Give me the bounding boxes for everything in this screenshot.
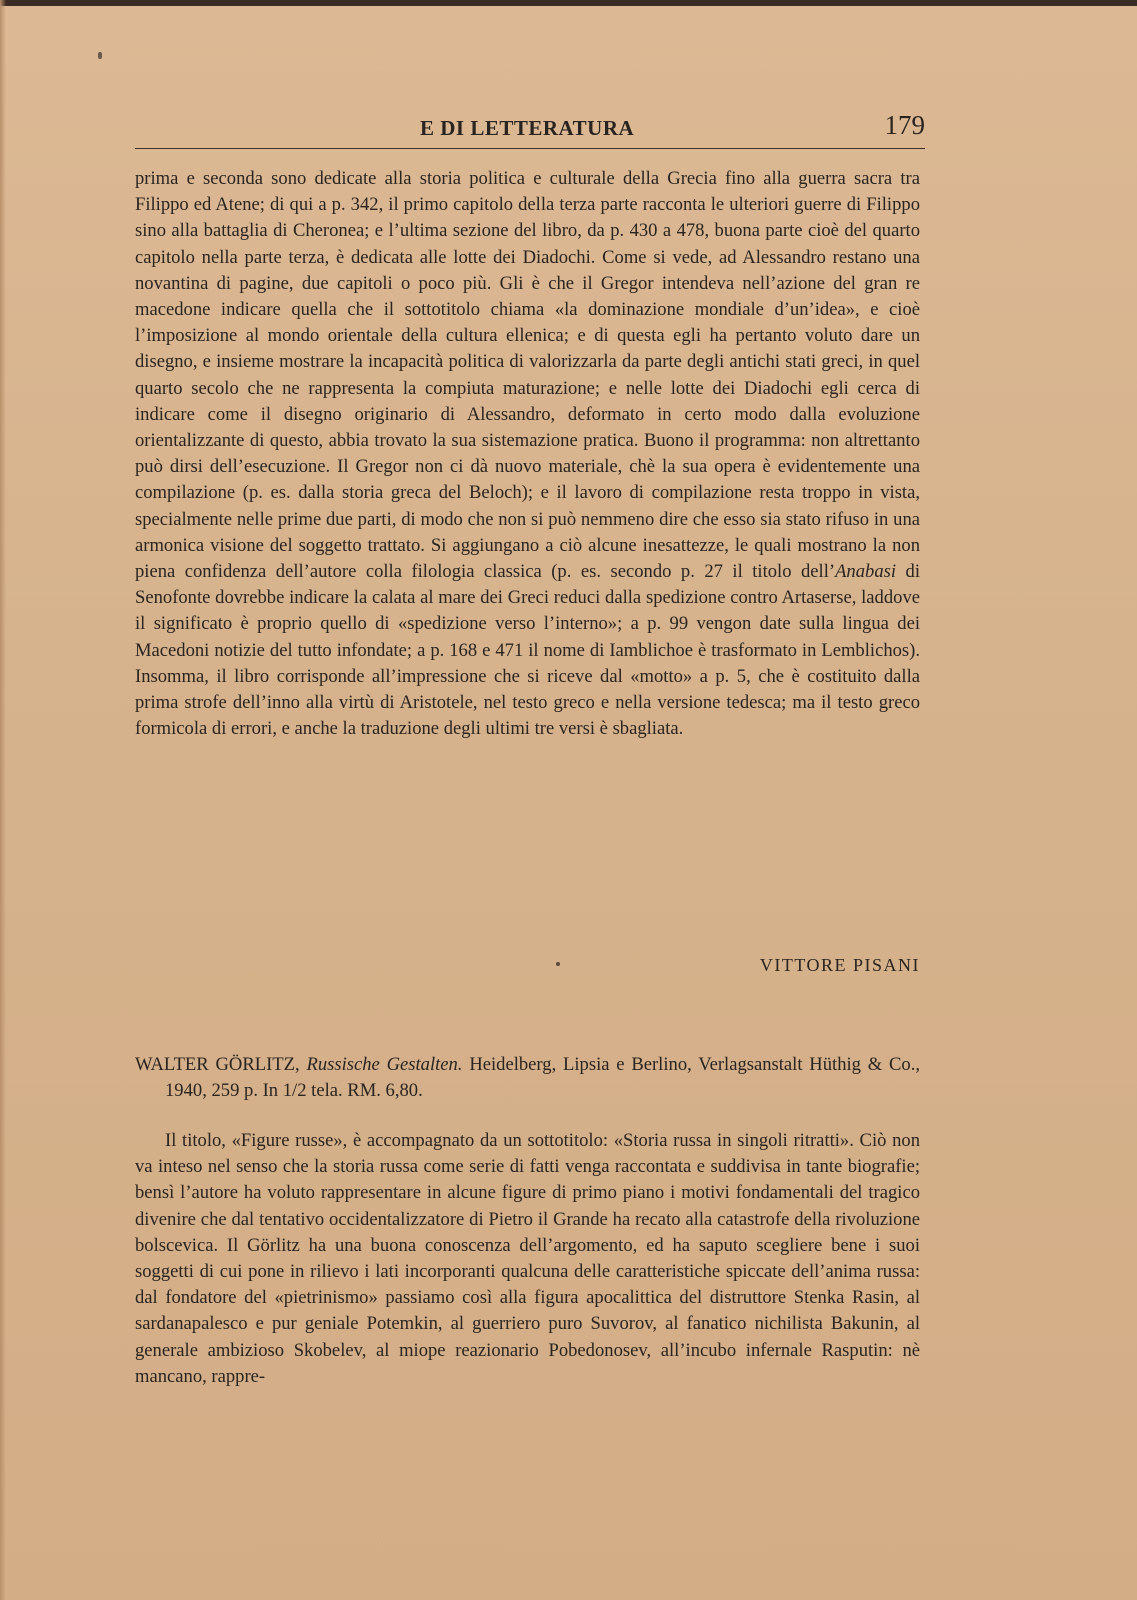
book-author: WALTER GÖRLITZ: [135, 1054, 296, 1075]
stray-dot: [556, 962, 560, 966]
book-title: Russische Gestalten.: [306, 1054, 463, 1075]
book-citation: WALTER GÖRLITZ, Russische Gestalten. Heidelberg, Lipsia e Berlino, Verlagsanstalt Hüthig & Co., 1940, 259 p. In 1/2 tela. RM. 6,80.: [135, 1054, 921, 1101]
paragraph-text-continued: di Senofonte dovrebbe indicare la calata al mare dei Greci reduci dalla spedizione contro Artaserse, laddove il significato è proprio quello di «spedizione verso l’interno»; a p. 99 vengon date sulla lingua dei Macedoni notizie del tutto infondate; a p. 168 e 471 il nome di Iamblichoe è trasformato in Lemblichos). Insomma, il libro corrisponde all’impressione che si riceve dal «motto» a p. 5, che è costituito dalla prima strofe dell’inno alla virtù di Aristotele, nel testo greco e nella versione tedesca; ma il testo greco formicola di errori, e anche la traduzione degli ultimi tre versi è sbagliata.: [135, 561, 920, 740]
paragraph-text: prima e seconda sono dedicate alla storia politica e culturale della Grecia fino alla guerra sacra tra Filippo ed Atene; di qui a p. 342, il primo capitolo della terza parte racconta le ulteriori guerre di Filippo sino alla battaglia di Cheronea; e l’ultima sezione del libro, da p. 430 a 478, buona parte cioè del quarto capitolo nella parte terza, è dedicata alle lotte dei Diadochi. Come si vede, ad Alessandro restano una novantina di pagine, due capitoli o poco più. Gli è che il Gregor intendeva nell’azione del gran re macedone indicare quella che il sottotitolo chiama «la dominazione mondiale d’un’idea», e cioè l’imposizione al mondo orientale della cultura ellenica; e di questa egli ha pertanto voluto dare un disegno, e insieme mostrare la incapacità politica di valorizzarla da parte degli antichi stati greci, in quel quarto secolo che ne rappresenta la compiuta maturazione; e nelle lotte dei Diadochi egli cerca di indicare come il disegno originario di Alessandro, deformato in certo modo dalla evoluzione orientalizzante di questo, abbia trovato la sua sistemazione pratica. Buono il programma: non altrettanto può dirsi dell’esecuzione. Il Gregor non ci dà nuovo materiale, chè la sua opera è evidentemente una compilazione (p. es. dalla storia greca del Beloch); e il lavoro di compilazione resta troppo in vista, specialmente nelle prime due parti, di modo che non si può nemmeno dire che esso sia stato rifuso in una armonica visione del soggetto trattato. Si aggiungano a ciò alcune inesattezze, le quali mostrano la non piena confidenza dell’autore colla filologia classica (p. es. secondo p. 27 il titolo dell’: [135, 168, 920, 583]
page-top-edge: [0, 0, 1137, 6]
running-title: E DI LETTERATURA: [420, 116, 635, 140]
ink-speck: [98, 52, 102, 59]
book-details: Heidelberg, Lipsia e Berlino, Verlagsanstalt Hüthig & Co., 1940, 259 p. In 1/2 tela. RM. 6,80.: [165, 1054, 921, 1101]
review-paragraph: [135, 166, 920, 742]
work-title: Anabasi: [835, 561, 897, 583]
review-paragraph-2: Il titolo, «Figure russe», è accompagnato da un sottotitolo: «Storia russa in singoli ritratti». Ciò non va inteso nel senso che la storia russa come serie di fatti venga raccontata e suddivisa in tante biografie; bensì l’autore ha voluto rappresentare in alcune figure di primo piano i motivi fondamentali del tragico divenire che dal tentativo occidentalizzatore di Pietro il Grande ha recato alla catastrofe della rivoluzione bolscevica. Il Görlitz ha una buona conoscenza dell’argomento, ed ha saputo scegliere bene i suoi soggetti di cui pone in rilievo i lati incorporanti qualcuna delle caratteristiche spiccate dell’anima russa: dal fondatore del «pietrinismo» passiamo così alla figura apocalittica del distruttore Stenka Rasin, al sardanapalesco e pur geniale Potemkin, al guerriero puro Suvorov, al fanatico nichilista Bakunin, al generale ambizioso Skobelev, al miope reazionario Pobedonosev, all’incubo infernale Rasputin: nè mancano, rappre-: [135, 1130, 920, 1387]
page-header: [135, 112, 925, 149]
reviewer-signature: VITTORE PISANI: [759, 955, 920, 975]
page-number: 179: [884, 110, 925, 140]
page-left-edge: [0, 0, 6, 1600]
